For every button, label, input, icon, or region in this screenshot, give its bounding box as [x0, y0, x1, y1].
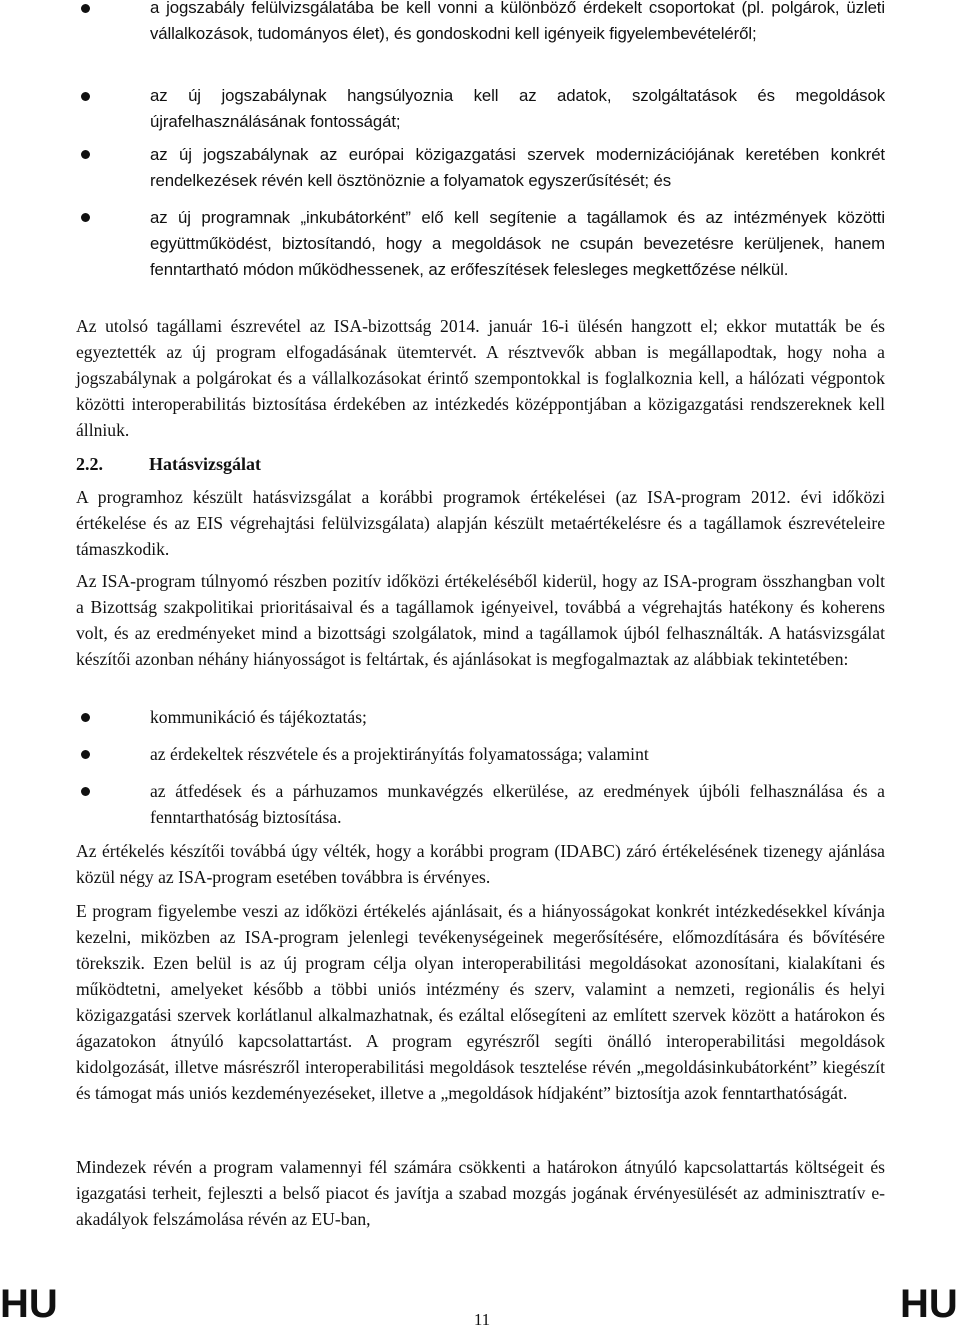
section-heading: [76, 451, 261, 477]
footer-language-left: HU: [0, 1282, 58, 1326]
footer-language-right: HU: [900, 1282, 958, 1326]
section-title: Hatásvizsgálat: [149, 454, 261, 474]
section-number: 2.2.: [76, 454, 103, 474]
list-item: az új jogszabálynak az európai közigazgatási szervek modernizációjának keretében konkrét rendelkezések révén kell ösztönöznie a folyamatok egyszerűsítését; és: [150, 145, 885, 190]
paragraph: E program figyelembe veszi az időközi értékelés ajánlásait, és a hiányosságokat konkrét intézkedésekkel kívánja kezelni, miközben az ISA-program jelenlegi tevékenységeinek megerősítésére, előmozdítására és bővítésére törekszik. Ezen belül is az új program célja olyan interoperabilitási megoldásokat azonosítani, kialakítani és működtetni, amelyeket később a többi uniós intézmény és szerv, valamint a nemzeti, regionális és helyi közigazgatási szervek korlátlanul alkalmazhatnak, és ezáltal elősegíteni az említett szervek között a határokon és ágazatokon átnyúló kapcsolattartást. A program egyrészről segíti önálló interoperabilitási megoldások kidolgozását, illetve másrészről interoperabilitási megoldások tesztelése révén „megoldásinkubátorként” kiegészít és támogat más uniós kezdeményezéseket, illetve a „megoldások hídjaként” biztosítja azok fenntarthatóságát.: [76, 901, 885, 1103]
paragraph: Mindezek révén a program valamennyi fél számára csökkenti a határokon átnyúló kapcsolattartás költségeit és igazgatási terheit, fejleszti a belső piacot és javítja a szabad mozgás jogának érvényesülését az adminisztratív e-akadályok felszámolása révén az EU-ban,: [76, 1157, 885, 1229]
list-item: az érdekeltek részvétele és a projektirányítás folyamatossága; valamint: [150, 744, 649, 764]
list-item: a jogszabály felülvizsgálatába be kell vonni a különböző érdekelt csoportokat (pl. polgárok, üzleti vállalkozások, tudományos élet), és gondoskodni kell igényeik figyelembevételéről;: [150, 0, 885, 43]
list-item: az új programnak „inkubátorként” elő kell segítenie a tagállamok és az intézmények közötti együttműködést, biztosítandó, hogy a megoldások ne csupán bevezetésre kerüljenek, hanem fenntartható módon működhessenek, az erőfeszítések felesleges megkettőzése nélkül.: [150, 208, 885, 279]
bullet-icon: [81, 750, 90, 759]
paragraph: A programhoz készült hatásvizsgálat a korábbi programok értékelései (az ISA-program 2012. évi időközi értékelése és az EIS végrehajtási felülvizsgálata) alapján készült metaértékelésre és a tagállamok észrevételeire támaszkodik.: [76, 487, 885, 559]
page-number: 11: [473, 1310, 491, 1329]
bullet-icon: [81, 787, 90, 796]
list-item: az átfedések és a párhuzamos munkavégzés elkerülése, az eredmények újbóli felhasználása és a fenntarthatóság biztosítása.: [150, 781, 885, 827]
list-item: az új jogszabálynak hangsúlyoznia kell az adatok, szolgáltatások és megoldások újrafelhasználásának fontosságát;: [150, 86, 885, 131]
bullet-icon: [81, 92, 90, 101]
bullet-icon: [81, 150, 90, 159]
list-item: kommunikáció és tájékoztatás;: [150, 707, 367, 727]
bullet-icon: [81, 713, 90, 722]
bullet-icon: [81, 213, 90, 222]
paragraph: Az utolsó tagállami észrevétel az ISA-bizottság 2014. január 16-i ülésén hangzott el; ekkor mutatták be és egyeztették az új program elfogadásának ütemtervét. A résztvevők abban is megállapodtak, hogy noha a jogszabálynak a polgárokat és a vállalkozásokat érintő szempontokkal is foglalkoznia kell, a hálózati végpontok közötti interoperabilitás biztosítása érdekében az intézkedés középpontjában a közigazgatási rendszereknek kell állniuk.: [76, 316, 885, 440]
bullet-icon: [81, 4, 90, 13]
paragraph: Az ISA-program túlnyomó részben pozitív időközi értékeléséből kiderül, hogy az ISA-program összhangban volt a Bizottság szakpolitikai prioritásaival és a tagállamok igényeivel, továbbá a végrehajtás hatékony és koherens volt, és az eredményeket mind a bizottsági szolgálatok, mind a tagállamok újból felhasználták. A hatásvizsgálat készítői azonban néhány hiányosságot is feltártak, és ajánlásokat is megfogalmaztak az alábbiak tekintetében:: [76, 571, 885, 669]
paragraph: Az értékelés készítői továbbá úgy vélték, hogy a korábbi program (IDABC) záró értékelésének tizenegy ajánlása közül négy az ISA-program esetében továbbra is érvényes.: [76, 841, 885, 887]
